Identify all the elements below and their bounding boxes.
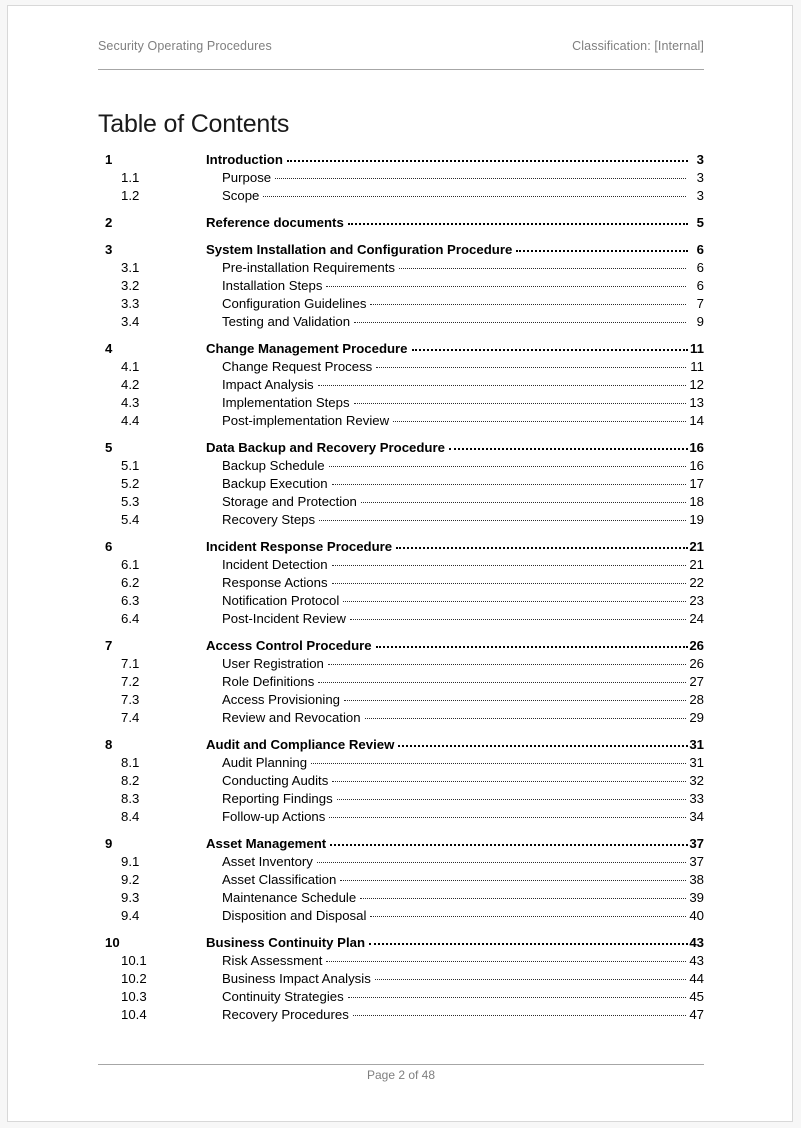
toc-entry[interactable] xyxy=(98,277,704,295)
toc-entry-page-number: 21 xyxy=(689,557,704,572)
toc-leader-dots xyxy=(318,673,686,686)
toc-entry-label: Disposition and Disposal xyxy=(222,908,367,923)
toc-entry-page-number: 16 xyxy=(689,440,704,455)
toc-entry[interactable] xyxy=(98,988,704,1006)
toc-entry-page-number: 40 xyxy=(689,908,704,923)
toc-entry-label: Asset Management xyxy=(206,836,327,851)
toc-entry-page-number: 43 xyxy=(689,953,704,968)
toc-leader-dots xyxy=(393,412,686,425)
toc-entry-page-number: 37 xyxy=(689,836,704,851)
toc-entry-label: Business Impact Analysis xyxy=(222,971,371,986)
toc-entry-number: 10.4 xyxy=(121,1007,147,1022)
toc-leader-dots xyxy=(353,1006,686,1019)
toc-entry-label: Role Definitions xyxy=(222,674,315,689)
toc-entry-label: Data Backup and Recovery Procedure xyxy=(206,440,445,455)
toc-leader-dots xyxy=(376,637,688,650)
toc-leader-dots xyxy=(361,493,686,506)
toc-entry[interactable] xyxy=(98,808,704,826)
toc-entry-page-number: 32 xyxy=(689,773,704,788)
toc-entry-page-number: 7 xyxy=(696,296,704,311)
toc-entry-number: 3.3 xyxy=(121,296,140,311)
toc-entry[interactable] xyxy=(98,610,704,628)
toc-entry-number: 7.4 xyxy=(121,710,140,725)
toc-entry-page-number: 43 xyxy=(689,935,704,950)
toc-entry[interactable] xyxy=(98,439,704,457)
header-classification: Classification: [Internal] xyxy=(572,39,704,53)
toc-entry-number: 6.1 xyxy=(121,557,140,572)
toc-entry-number: 10.2 xyxy=(121,971,147,986)
toc-entry[interactable] xyxy=(98,889,704,907)
toc-entry-number: 5.1 xyxy=(121,458,140,473)
toc-entry-page-number: 44 xyxy=(689,971,704,986)
toc-entry-number: 9.3 xyxy=(121,890,140,905)
toc-leader-dots xyxy=(330,835,688,848)
toc-entry-page-number: 21 xyxy=(689,539,704,554)
toc-entry-label: Reporting Findings xyxy=(222,791,333,806)
toc-entry-page-number: 17 xyxy=(689,476,704,491)
toc-entry-label: Audit Planning xyxy=(222,755,308,770)
toc-entry[interactable] xyxy=(98,691,704,709)
toc-entry[interactable] xyxy=(98,169,704,187)
toc-entry-number: 1 xyxy=(105,152,113,167)
toc-entry-number: 8.2 xyxy=(121,773,140,788)
toc-entry-number: 8.3 xyxy=(121,791,140,806)
toc-leader-dots xyxy=(370,907,686,920)
toc-entry-page-number: 14 xyxy=(689,413,704,428)
toc-entry-label: Conducting Audits xyxy=(222,773,329,788)
toc-entry[interactable] xyxy=(98,754,704,772)
toc-entry-page-number: 13 xyxy=(689,395,704,410)
toc-entry[interactable] xyxy=(98,736,704,754)
toc-entry-page-number: 3 xyxy=(696,188,704,203)
toc-leader-dots xyxy=(311,754,686,767)
toc-entry-number: 8 xyxy=(105,737,113,752)
toc-entry[interactable] xyxy=(98,970,704,988)
toc-leader-dots xyxy=(396,538,688,551)
toc-entry[interactable] xyxy=(98,340,704,358)
toc-leader-dots xyxy=(354,394,686,407)
toc-entry[interactable] xyxy=(98,574,704,592)
toc-entry[interactable] xyxy=(98,457,704,475)
toc-leader-dots xyxy=(263,187,686,200)
toc-entry-number: 10.3 xyxy=(121,989,147,1004)
toc-leader-dots xyxy=(348,214,688,227)
toc-entry-page-number: 6 xyxy=(696,242,704,257)
toc-entry-number: 9.2 xyxy=(121,872,140,887)
toc-entry[interactable] xyxy=(98,556,704,574)
toc-leader-dots xyxy=(370,295,686,308)
header-divider xyxy=(98,69,704,70)
toc-leader-dots xyxy=(399,259,686,272)
toc-entry-number: 6.4 xyxy=(121,611,140,626)
toc-entry-number: 9.1 xyxy=(121,854,140,869)
toc-entry-page-number: 34 xyxy=(689,809,704,824)
toc-entry-page-number: 6 xyxy=(696,260,704,275)
toc-leader-dots xyxy=(332,475,686,488)
toc-entry-number: 10.1 xyxy=(121,953,147,968)
toc-entry-number: 5.2 xyxy=(121,476,140,491)
toc-entry-number: 1.1 xyxy=(121,170,140,185)
toc-entry-number: 3.2 xyxy=(121,278,140,293)
toc-leader-dots xyxy=(369,934,688,947)
toc-entry-page-number: 11 xyxy=(690,341,704,356)
toc-entry-page-number: 11 xyxy=(690,359,704,374)
toc-entry[interactable] xyxy=(98,853,704,871)
toc-entry[interactable] xyxy=(98,934,704,952)
toc-entry-number: 7.3 xyxy=(121,692,140,707)
toc-entry-label: Backup Schedule xyxy=(222,458,325,473)
toc-entry-label: Configuration Guidelines xyxy=(222,296,367,311)
toc-entry-number: 1.2 xyxy=(121,188,140,203)
page-title: Table of Contents xyxy=(98,110,290,138)
running-footer xyxy=(98,1068,704,1082)
toc-leader-dots xyxy=(326,277,686,290)
toc-entry[interactable] xyxy=(98,313,704,331)
toc-entry-number: 3.4 xyxy=(121,314,140,329)
toc-entry-label: User Registration xyxy=(222,656,324,671)
toc-entry-page-number: 29 xyxy=(689,710,704,725)
toc-entry-number: 3.1 xyxy=(121,260,140,275)
toc-entry-number: 4.2 xyxy=(121,377,140,392)
toc-entry-number: 3 xyxy=(105,242,113,257)
toc-entry[interactable] xyxy=(98,493,704,511)
toc-entry-page-number: 28 xyxy=(689,692,704,707)
toc-leader-dots xyxy=(287,151,688,164)
toc-leader-dots xyxy=(449,439,688,452)
toc-entry[interactable] xyxy=(98,655,704,673)
document-page xyxy=(7,5,793,1122)
toc-leader-dots xyxy=(326,952,686,965)
toc-entry-page-number: 23 xyxy=(689,593,704,608)
toc-entry[interactable] xyxy=(98,358,704,376)
toc-entry-label: Notification Protocol xyxy=(222,593,340,608)
toc-entry-number: 7.2 xyxy=(121,674,140,689)
toc-entry-label: Change Management Procedure xyxy=(206,341,408,356)
toc-leader-dots xyxy=(412,340,688,353)
toc-entry[interactable] xyxy=(98,538,704,556)
toc-entry[interactable] xyxy=(98,673,704,691)
toc-entry[interactable] xyxy=(98,952,704,970)
toc-entry-label: Recovery Steps xyxy=(222,512,316,527)
footer-page-number: Page 2 of 48 xyxy=(366,1068,436,1082)
toc-entry[interactable] xyxy=(98,412,704,430)
table-of-contents xyxy=(98,151,704,1024)
toc-leader-dots xyxy=(337,790,686,803)
toc-leader-dots xyxy=(354,313,686,326)
toc-entry-page-number: 45 xyxy=(689,989,704,1004)
toc-entry[interactable] xyxy=(98,637,704,655)
toc-entry-label: Implementation Steps xyxy=(222,395,350,410)
toc-leader-dots xyxy=(343,592,686,605)
toc-entry[interactable] xyxy=(98,907,704,925)
toc-entry-label: System Installation and Configuration Procedure xyxy=(206,242,513,257)
toc-entry[interactable] xyxy=(98,871,704,889)
toc-leader-dots xyxy=(319,511,686,524)
toc-entry-number: 6 xyxy=(105,539,113,554)
toc-leader-dots xyxy=(329,457,686,470)
toc-entry-label: Installation Steps xyxy=(222,278,323,293)
toc-entry-label: Incident Response Procedure xyxy=(206,539,393,554)
toc-leader-dots xyxy=(317,853,686,866)
toc-entry-number: 8.1 xyxy=(121,755,140,770)
toc-entry-page-number: 39 xyxy=(689,890,704,905)
toc-leader-dots xyxy=(365,709,686,722)
toc-entry-number: 9.4 xyxy=(121,908,140,923)
toc-entry[interactable] xyxy=(98,1006,704,1024)
toc-entry-number: 4.1 xyxy=(121,359,140,374)
toc-leader-dots xyxy=(398,736,688,749)
toc-entry[interactable] xyxy=(98,592,704,610)
toc-entry[interactable] xyxy=(98,187,704,205)
toc-entry-page-number: 6 xyxy=(696,278,704,293)
toc-leader-dots xyxy=(328,655,686,668)
toc-entry-number: 2 xyxy=(105,215,113,230)
toc-entry-number: 4 xyxy=(105,341,113,356)
toc-entry[interactable] xyxy=(98,214,704,232)
toc-entry-page-number: 9 xyxy=(696,314,704,329)
toc-leader-dots xyxy=(332,772,686,785)
toc-leader-dots xyxy=(348,988,686,1001)
toc-entry-label: Access Provisioning xyxy=(222,692,341,707)
toc-leader-dots xyxy=(332,556,686,569)
toc-entry-label: Impact Analysis xyxy=(222,377,314,392)
toc-entry-label: Response Actions xyxy=(222,575,328,590)
toc-entry[interactable] xyxy=(98,241,704,259)
toc-entry-page-number: 47 xyxy=(689,1007,704,1022)
toc-entry-label: Change Request Process xyxy=(222,359,373,374)
toc-entry-label: Pre-installation Requirements xyxy=(222,260,395,275)
toc-entry-number: 4.4 xyxy=(121,413,140,428)
toc-entry-label: Storage and Protection xyxy=(222,494,357,509)
toc-entry-label: Review and Revocation xyxy=(222,710,361,725)
toc-leader-dots xyxy=(332,574,686,587)
toc-entry[interactable] xyxy=(98,259,704,277)
running-header xyxy=(98,39,704,53)
toc-leader-dots xyxy=(350,610,686,623)
toc-entry-page-number: 16 xyxy=(689,458,704,473)
toc-entry-page-number: 38 xyxy=(689,872,704,887)
toc-leader-dots xyxy=(318,376,686,389)
toc-entry-page-number: 3 xyxy=(696,152,704,167)
toc-leader-dots xyxy=(360,889,686,902)
toc-entry-number: 8.4 xyxy=(121,809,140,824)
toc-entry-label: Post-Incident Review xyxy=(222,611,346,626)
toc-entry-page-number: 31 xyxy=(689,737,704,752)
toc-entry-label: Audit and Compliance Review xyxy=(206,737,395,752)
toc-entry-page-number: 37 xyxy=(689,854,704,869)
toc-entry[interactable] xyxy=(98,394,704,412)
toc-entry-label: Access Control Procedure xyxy=(206,638,372,653)
toc-leader-dots xyxy=(275,169,686,182)
toc-entry-label: Reference documents xyxy=(206,215,344,230)
toc-entry-page-number: 19 xyxy=(689,512,704,527)
header-document-title: Security Operating Procedures xyxy=(98,39,272,53)
toc-entry-page-number: 27 xyxy=(689,674,704,689)
toc-entry[interactable] xyxy=(98,835,704,853)
toc-entry-page-number: 22 xyxy=(689,575,704,590)
toc-entry[interactable] xyxy=(98,772,704,790)
toc-leader-dots xyxy=(516,241,688,254)
toc-entry-label: Recovery Procedures xyxy=(222,1007,349,1022)
footer-divider xyxy=(98,1064,704,1065)
toc-entry-label: Post-implementation Review xyxy=(222,413,390,428)
toc-entry-label: Business Continuity Plan xyxy=(206,935,366,950)
toc-entry-page-number: 26 xyxy=(689,656,704,671)
toc-entry[interactable] xyxy=(98,295,704,313)
toc-entry-number: 6.2 xyxy=(121,575,140,590)
toc-entry-label: Follow-up Actions xyxy=(222,809,326,824)
toc-leader-dots xyxy=(376,358,686,371)
toc-entry-page-number: 24 xyxy=(689,611,704,626)
toc-entry-number: 5 xyxy=(105,440,113,455)
toc-entry-page-number: 3 xyxy=(696,170,704,185)
toc-entry[interactable] xyxy=(98,790,704,808)
toc-entry-label: Incident Detection xyxy=(222,557,328,572)
toc-leader-dots xyxy=(340,871,686,884)
toc-entry-label: Purpose xyxy=(222,170,272,185)
toc-entry-label: Scope xyxy=(222,188,260,203)
toc-entry-number: 7 xyxy=(105,638,113,653)
toc-entry-number: 4.3 xyxy=(121,395,140,410)
toc-entry-number: 10 xyxy=(105,935,120,950)
toc-entry[interactable] xyxy=(98,475,704,493)
toc-entry[interactable] xyxy=(98,511,704,529)
toc-entry-label: Maintenance Schedule xyxy=(222,890,357,905)
toc-entry-label: Introduction xyxy=(206,152,283,167)
toc-entry-page-number: 12 xyxy=(689,377,704,392)
toc-entry[interactable] xyxy=(98,709,704,727)
toc-entry-label: Testing and Validation xyxy=(222,314,351,329)
toc-entry-page-number: 18 xyxy=(689,494,704,509)
toc-entry-label: Risk Assessment xyxy=(222,953,323,968)
toc-entry-page-number: 33 xyxy=(689,791,704,806)
toc-entry-label: Asset Inventory xyxy=(222,854,313,869)
toc-entry-number: 6.3 xyxy=(121,593,140,608)
toc-entry-number: 5.3 xyxy=(121,494,140,509)
toc-leader-dots xyxy=(329,808,686,821)
toc-leader-dots xyxy=(344,691,686,704)
toc-entry-label: Backup Execution xyxy=(222,476,328,491)
toc-entry-page-number: 31 xyxy=(689,755,704,770)
toc-entry-number: 9 xyxy=(105,836,113,851)
toc-entry[interactable] xyxy=(98,151,704,169)
toc-entry-page-number: 5 xyxy=(696,215,704,230)
toc-leader-dots xyxy=(375,970,686,983)
toc-entry-number: 7.1 xyxy=(121,656,140,671)
toc-entry-page-number: 26 xyxy=(689,638,704,653)
toc-entry-number: 5.4 xyxy=(121,512,140,527)
toc-entry-label: Continuity Strategies xyxy=(222,989,344,1004)
toc-entry[interactable] xyxy=(98,376,704,394)
toc-entry-label: Asset Classification xyxy=(222,872,337,887)
